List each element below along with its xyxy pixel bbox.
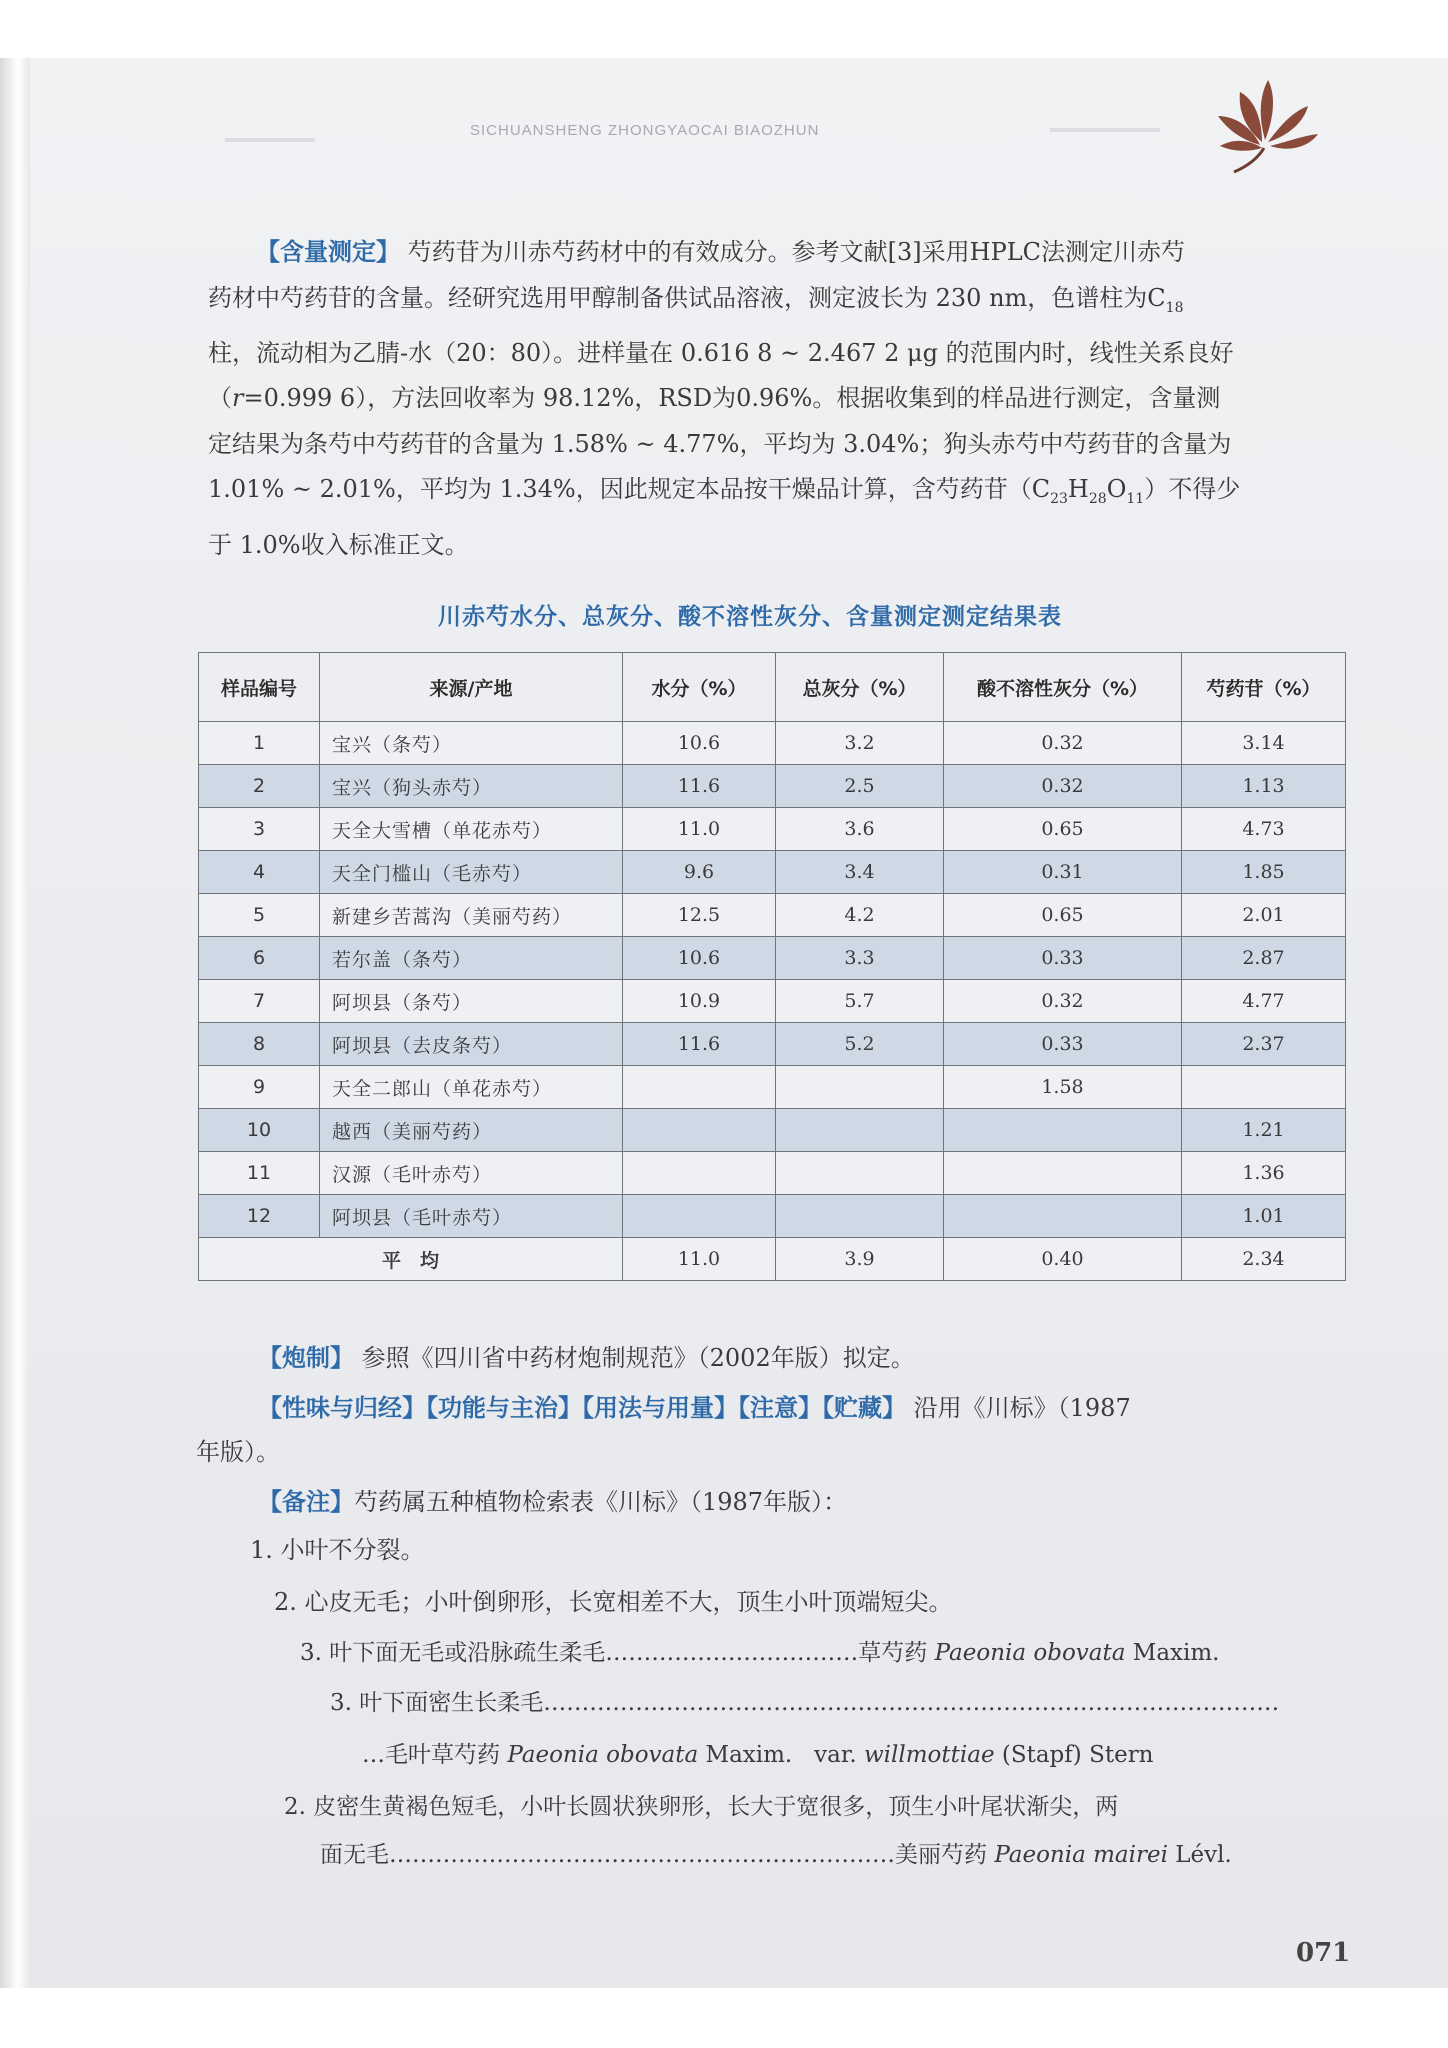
assay-line-5: 定结果为条芍中芍药苷的含量为 1.58% ~ 4.77%，平均为 3.04%；狗头赤芍中芍药苷的含量为 — [208, 429, 1232, 458]
cell-paeoniflorin: 2.01 — [1182, 894, 1346, 937]
cell-acid-ash: 0.33 — [944, 937, 1182, 980]
cell-source: 汉源（毛叶赤芍） — [320, 1152, 623, 1195]
key-3b2-author: Maxim. — [705, 1742, 793, 1768]
cell-paeoniflorin: 1.21 — [1182, 1109, 1346, 1152]
cell-paeoniflorin: 1.85 — [1182, 851, 1346, 894]
key-3b2-latin2: willmottiae — [863, 1742, 995, 1768]
cell-total-ash — [776, 1109, 944, 1152]
key-item-2b-line2 — [320, 1836, 1232, 1869]
table-row — [199, 894, 1346, 937]
cell-acid-ash: 0.32 — [944, 722, 1182, 765]
table-header-row — [199, 653, 1346, 722]
cell-paeoniflorin: 2.37 — [1182, 1023, 1346, 1066]
table-average-row — [199, 1238, 1346, 1281]
cell-water: 9.6 — [623, 851, 776, 894]
leaf-logo-icon — [1200, 70, 1330, 180]
key-2b-cn-name: 美丽芍药 — [895, 1842, 987, 1868]
cell-acid-ash — [944, 1152, 1182, 1195]
key-2b-dots: ………………………………………………………… — [389, 1842, 895, 1868]
cell-acid-ash: 0.65 — [944, 894, 1182, 937]
notes-tag: 【备注】 — [258, 1488, 354, 1516]
cell-source: 天全门槛山（毛赤芍） — [320, 851, 623, 894]
page-number: 071 — [1296, 1938, 1351, 1968]
cell-water: 10.9 — [623, 980, 776, 1023]
assay-text-1: 芍药苷为川赤芍药材中的有效成分。参考文献[3]采用HPLC法测定川赤芍 — [407, 238, 1186, 266]
key-item-2b-line1: 2. 皮密生黄褐色短毛，小叶长圆状狭卵形，长大于宽很多，顶生小叶尾状渐尖，两 — [284, 1794, 1119, 1820]
key-3a-author: Maxim. — [1132, 1640, 1220, 1666]
cell-paeoniflorin — [1182, 1066, 1346, 1109]
assay-r-symbol: r — [232, 384, 244, 413]
cell-total-ash: 3.6 — [776, 808, 944, 851]
cell-water: 12.5 — [623, 894, 776, 937]
cell-sample-id: 12 — [199, 1195, 320, 1238]
cell-total-ash: 3.2 — [776, 722, 944, 765]
cell-acid-ash — [944, 1109, 1182, 1152]
table-row — [199, 808, 1346, 851]
cell-paeoniflorin: 4.77 — [1182, 980, 1346, 1023]
properties-tags: 【性味与归经】【功能与主治】【用法与用量】【注意】【贮藏】 — [258, 1394, 906, 1422]
processing-line — [258, 1338, 915, 1373]
key-item-2a: 2. 心皮无毛；小叶倒卵形，长宽相差不大，顶生小叶顶端短尖。 — [274, 1588, 953, 1616]
cell-sample-id: 1 — [199, 722, 320, 765]
cell-acid-ash: 0.65 — [944, 808, 1182, 851]
header-sample-id: 样品编号 — [199, 653, 320, 722]
cell-acid-ash: 0.32 — [944, 765, 1182, 808]
table-row — [199, 1066, 1346, 1109]
results-table — [198, 652, 1346, 1281]
formula-sub-c: 23 — [1050, 491, 1068, 508]
table-row — [199, 1195, 1346, 1238]
cell-sample-id: 3 — [199, 808, 320, 851]
cell-source: 宝兴（狗头赤芍） — [320, 765, 623, 808]
cell-water — [623, 1109, 776, 1152]
formula-sub-o: 11 — [1126, 491, 1145, 508]
cell-source: 新建乡苦蒿沟（美丽芍药） — [320, 894, 623, 937]
header-acid-ash: 酸不溶性灰分（%） — [944, 653, 1182, 722]
key-3b2-latin: Paeonia obovata — [507, 1742, 699, 1768]
table-row — [199, 765, 1346, 808]
table-row — [199, 1152, 1346, 1195]
key-item-3b — [330, 1684, 1340, 1717]
table-title: 川赤芍水分、总灰分、酸不溶性灰分、含量测定测定结果表 — [438, 603, 1062, 630]
assay-text-2: 药材中芍药苷的含量。经研究选用甲醇制备供试品溶液，测定波长为 230 nm，色谱柱为C — [208, 283, 1166, 312]
table-row — [199, 1023, 1346, 1066]
assay-paragraph — [208, 230, 1338, 568]
key-3b2-dots: … — [362, 1742, 385, 1768]
key-item-1: 1. 小叶不分裂。 — [250, 1536, 425, 1564]
assay-line-2 — [208, 276, 1338, 331]
assay-line-1 — [208, 230, 1338, 276]
cell-total-ash — [776, 1195, 944, 1238]
cell-source: 越西（美丽芍药） — [320, 1109, 623, 1152]
cell-source: 宝兴（条芍） — [320, 722, 623, 765]
table-row — [199, 1109, 1346, 1152]
assay-text-6b: ）不得少 — [1144, 475, 1241, 504]
cell-total-ash: 3.4 — [776, 851, 944, 894]
cell-acid-ash: 0.33 — [944, 1023, 1182, 1066]
key-3b2-var: var. — [814, 1742, 857, 1768]
cell-sample-id: 2 — [199, 765, 320, 808]
table-row — [199, 980, 1346, 1023]
cell-average-acid-ash: 0.40 — [944, 1238, 1182, 1281]
assay-line-4 — [208, 376, 1338, 422]
assay-text-4b: =0.999 6），方法回收率为 98.12%，RSD为0.96%。根据收集到的样品进行测定，含量测 — [243, 384, 1221, 413]
page-binding-edge — [0, 58, 32, 1988]
cell-paeoniflorin: 3.14 — [1182, 722, 1346, 765]
header-paeoniflorin: 芍药苷（%） — [1182, 653, 1346, 722]
cell-water: 10.6 — [623, 937, 776, 980]
processing-text: 参照《四川省中药材炮制规范》（2002年版）拟定。 — [361, 1344, 915, 1372]
cell-sample-id: 11 — [199, 1152, 320, 1195]
processing-tag: 【炮制】 — [258, 1344, 354, 1372]
key-3b2-cn-name: 毛叶草芍药 — [385, 1742, 500, 1768]
key-2b-text: 面无毛 — [320, 1842, 389, 1868]
cell-acid-ash: 0.32 — [944, 980, 1182, 1023]
cell-average-paeoniflorin: 2.34 — [1182, 1238, 1346, 1281]
cell-paeoniflorin: 2.87 — [1182, 937, 1346, 980]
cell-paeoniflorin: 1.36 — [1182, 1152, 1346, 1195]
cell-acid-ash — [944, 1195, 1182, 1238]
key-3a-text: 3. 叶下面无毛或沿脉疏生柔毛 — [300, 1640, 606, 1666]
cell-water: 11.0 — [623, 808, 776, 851]
header-total-ash: 总灰分（%） — [776, 653, 944, 722]
cell-sample-id: 9 — [199, 1066, 320, 1109]
cell-acid-ash: 0.31 — [944, 851, 1182, 894]
cell-average-water: 11.0 — [623, 1238, 776, 1281]
cell-source: 天全大雪槽（单花赤芍） — [320, 808, 623, 851]
cell-paeoniflorin: 1.01 — [1182, 1195, 1346, 1238]
cell-sample-id: 6 — [199, 937, 320, 980]
header-rule-left — [225, 138, 315, 142]
formula-o: O — [1106, 475, 1127, 504]
key-3a-cn-name: 草芍药 — [858, 1640, 928, 1666]
cell-sample-id: 4 — [199, 851, 320, 894]
assay-text-4a: （ — [208, 384, 232, 413]
properties-text-b: 年版）。 — [196, 1438, 280, 1466]
assay-tag: 【含量测定】 — [256, 238, 400, 266]
formula-sub-h: 28 — [1088, 491, 1107, 508]
properties-line — [258, 1388, 1131, 1423]
key-3b-dots: …………………………………………………………………………………… — [543, 1690, 1280, 1716]
notes-intro-line — [258, 1482, 847, 1517]
cell-sample-id: 8 — [199, 1023, 320, 1066]
cell-total-ash: 3.3 — [776, 937, 944, 980]
cell-water — [623, 1066, 776, 1109]
cell-source: 若尔盖（条芍） — [320, 937, 623, 980]
cell-acid-ash: 1.58 — [944, 1066, 1182, 1109]
cell-total-ash: 5.7 — [776, 980, 944, 1023]
formula-h: H — [1067, 475, 1089, 504]
assay-line-3: 柱，流动相为乙腈-水（20：80）。进样量在 0.616 8 ~ 2.467 2 μg 的范围内时，线性关系良好 — [208, 338, 1234, 367]
table-row — [199, 722, 1346, 765]
cell-total-ash — [776, 1152, 944, 1195]
assay-line-6 — [208, 467, 1338, 522]
cell-water: 11.6 — [623, 765, 776, 808]
cell-sample-id: 5 — [199, 894, 320, 937]
key-3a-dots: …………………………… — [605, 1640, 859, 1666]
assay-sub-18: 18 — [1165, 299, 1184, 316]
cell-total-ash: 5.2 — [776, 1023, 944, 1066]
cell-total-ash: 2.5 — [776, 765, 944, 808]
cell-source: 天全二郎山（单花赤芍） — [320, 1066, 623, 1109]
table-row — [199, 851, 1346, 894]
cell-water — [623, 1195, 776, 1238]
assay-line-7: 于 1.0%收入标准正文。 — [208, 530, 469, 559]
cell-total-ash: 4.2 — [776, 894, 944, 937]
cell-source: 阿坝县（去皮条芍） — [320, 1023, 623, 1066]
key-2b-author: Lévl. — [1175, 1842, 1232, 1868]
key-2b-latin: Paeonia mairei — [994, 1842, 1168, 1868]
cell-water: 11.6 — [623, 1023, 776, 1066]
notes-intro: 芍药属五种植物检索表《川标》（1987年版）： — [354, 1488, 848, 1516]
running-header: SICHUANSHENG ZHONGYAOCAI BIAOZHUN — [470, 122, 820, 139]
cell-water — [623, 1152, 776, 1195]
properties-text-a: 沿用《川标》（1987 — [913, 1394, 1131, 1422]
cell-average-label: 平 均 — [199, 1238, 623, 1281]
table-row — [199, 937, 1346, 980]
key-item-3a — [300, 1634, 1220, 1667]
header-rule-right — [1050, 128, 1160, 132]
cell-paeoniflorin: 1.13 — [1182, 765, 1346, 808]
key-3b-text: 3. 叶下面密生长柔毛 — [330, 1690, 544, 1716]
cell-sample-id: 7 — [199, 980, 320, 1023]
key-item-3b-cont — [362, 1736, 1154, 1769]
cell-sample-id: 10 — [199, 1109, 320, 1152]
cell-source: 阿坝县（条芍） — [320, 980, 623, 1023]
assay-text-6a: 1.01% ~ 2.01%，平均为 1.34%，因此规定本品按干燥品计算，含芍药苷（C — [208, 475, 1051, 504]
cell-source: 阿坝县（毛叶赤芍） — [320, 1195, 623, 1238]
header-source: 来源/产地 — [320, 653, 623, 722]
cell-total-ash — [776, 1066, 944, 1109]
header-water: 水分（%） — [623, 653, 776, 722]
table-body — [199, 722, 1346, 1281]
cell-paeoniflorin: 4.73 — [1182, 808, 1346, 851]
cell-water: 10.6 — [623, 722, 776, 765]
key-3a-latin: Paeonia obovata — [934, 1640, 1126, 1666]
key-3b2-author2: (Stapf) Stern — [1001, 1742, 1154, 1768]
cell-average-ash: 3.9 — [776, 1238, 944, 1281]
